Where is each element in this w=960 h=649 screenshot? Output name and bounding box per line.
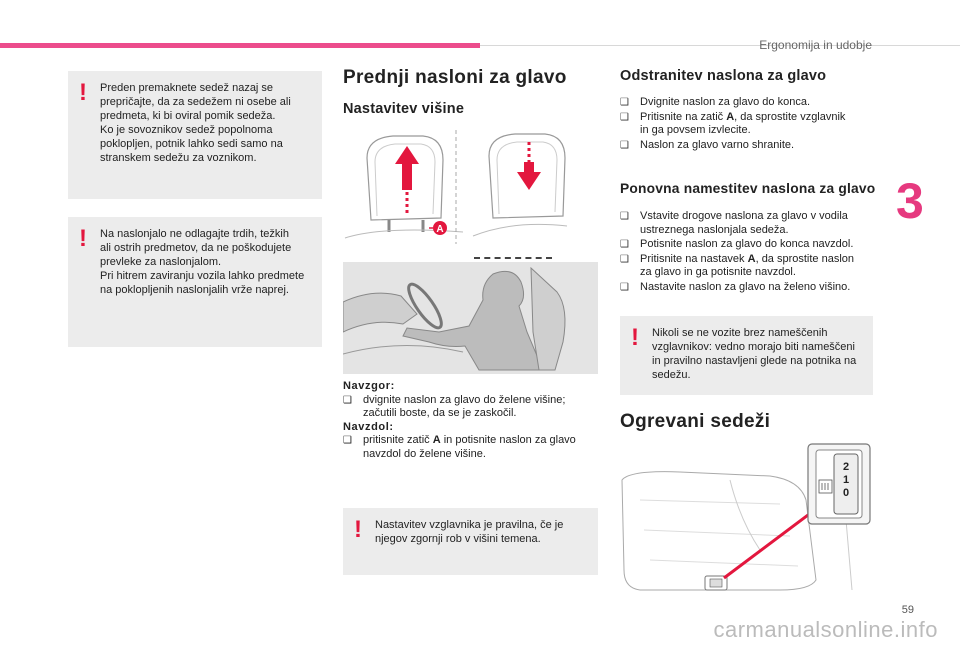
chapter-number: 3 xyxy=(896,173,924,229)
up-label: Navzgor: xyxy=(343,380,395,392)
checkbox-bullet: ❑ xyxy=(343,435,352,446)
subsection-title-height: Nastavitev višine xyxy=(343,101,465,117)
warning-text: Preden premaknete sedež nazaj se prepričajte, da za sedežem ni osebe ali predmeta, ki bi oviral pomik sedeža. Ko je sovoznikov sedež popolnoma poklopljen, potnik lahko sedi samo na stranskem sedežu za voznikom. xyxy=(100,82,291,164)
up-instruction: ❑ dvignite naslon za glavo do želene višine; začutili boste, da se je zaskočil. xyxy=(343,393,566,419)
step-item: ❑ Naslon za glavo varno shranite. xyxy=(620,138,795,151)
warning-text: Na naslonjalo ne odlagajte trdih, težkih ali ostrih predmetov, da ne poškodujete prevleke za naslonjalom. Pri hitrem zaviranju vozila lahko predmete na poklopljenih naslonjalih vrže naprej. xyxy=(100,228,305,296)
section-title-refit: Ponovna namestitev naslona za glavo xyxy=(620,181,876,196)
section-title-remove: Odstranitev naslona za glavo xyxy=(620,68,827,84)
dial-level-1: 1 xyxy=(842,474,850,486)
dial-level-2: 2 xyxy=(842,461,850,473)
heated-seat-icon xyxy=(819,480,832,493)
checkbox-bullet: ❑ xyxy=(620,139,629,151)
heated-seat-illustration xyxy=(620,440,875,602)
step-item: ❑ Nastavite naslon za glavo na želeno višino. xyxy=(620,280,851,293)
down-instruction: ❑ pritisnite zatič A in potisnite naslon za glavo navzdol do želene višine. xyxy=(343,434,576,460)
step-item: ❑ Potisnite naslon za glavo do konca navzdol. xyxy=(620,238,854,250)
warning-icon: ! xyxy=(79,225,87,252)
header-rule xyxy=(480,45,960,46)
warning-icon: ! xyxy=(79,79,87,106)
checkbox-bullet: ❑ xyxy=(620,211,629,222)
checkbox-bullet: ❑ xyxy=(620,97,629,108)
callout-label: A xyxy=(436,224,444,235)
section-title-heated-seats: Ogrevani sedeži xyxy=(620,411,771,432)
warning-text: Nikoli se ne vozite brez nameščenih vzglavnikov: vedno morajo biti nameščeni in pravilno nastavljeni glede na potnika na sedežu. xyxy=(652,327,857,381)
down-label: Navzdol: xyxy=(343,420,394,433)
warning-text: Nastavitev vzglavnika je pravilna, če je njegov zgornji rob v višini temena. xyxy=(375,519,564,545)
height-adjust-instructions xyxy=(343,380,598,461)
figure-divider xyxy=(474,257,552,259)
checkbox-bullet: ❑ xyxy=(343,394,352,406)
section-title-headrests: Prednji nasloni za glavo xyxy=(343,67,567,88)
step-item: ❑ Dvignite naslon za glavo do konca. xyxy=(620,96,810,108)
step-item: ❑ Pritisnite na nastavek A, da sprostite naslon za glavo in ga potisnite navzdol. xyxy=(620,252,855,278)
driver-position-illustration xyxy=(343,262,598,374)
warning-box-backrest xyxy=(68,217,322,347)
page-number: 59 xyxy=(901,604,914,616)
warning-icon: ! xyxy=(354,516,362,543)
watermark: carmanualsonline.info xyxy=(713,617,938,642)
section-header: Ergonomija in udobje xyxy=(759,38,872,52)
remove-steps-list xyxy=(620,96,880,153)
warning-box-seat xyxy=(68,71,322,199)
warning-box-no-headrest xyxy=(620,316,873,395)
header-accent-bar xyxy=(0,43,480,48)
warning-box-headrest-height xyxy=(343,508,598,575)
checkbox-bullet: ❑ xyxy=(620,111,629,123)
step-item: ❑ Pritisnite na zatič A, da sprostite vzglavnik in ga povsem izvlecite. xyxy=(620,110,846,136)
headrest-illustration xyxy=(343,128,568,248)
checkbox-bullet: ❑ xyxy=(620,253,629,265)
step-item: ❑ Vstavite drogove naslona za glavo v vodila ustreznega naslonjala sedeža. xyxy=(620,210,848,236)
checkbox-bullet: ❑ xyxy=(620,281,629,293)
warning-icon: ! xyxy=(631,324,639,351)
refit-steps-list xyxy=(620,210,880,295)
checkbox-bullet: ❑ xyxy=(620,239,629,250)
dial-level-0: 0 xyxy=(842,487,850,499)
